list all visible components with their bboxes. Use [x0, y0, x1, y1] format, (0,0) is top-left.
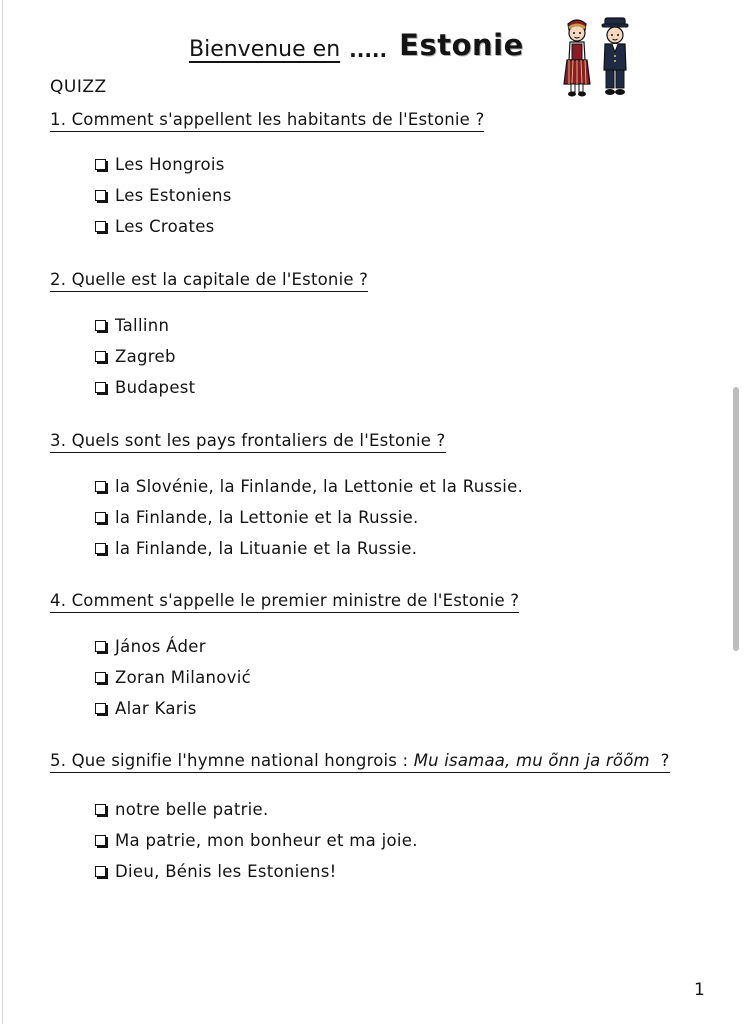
option-label: Zagreb: [115, 347, 176, 366]
question-5: [50, 751, 670, 773]
option-label: Budapest: [115, 378, 196, 397]
option-label: Zoran Milanović: [115, 668, 251, 687]
checkbox-icon[interactable]: [95, 382, 106, 393]
question-5-option-2[interactable]: [95, 831, 418, 850]
question-2-option-2[interactable]: [95, 347, 176, 366]
checkbox-icon[interactable]: [95, 481, 106, 492]
checkbox-icon[interactable]: [95, 320, 106, 331]
checkbox-icon[interactable]: [95, 703, 106, 714]
option-label: la Finlande, la Lettonie et la Russie.: [115, 508, 419, 527]
boy-figure: [602, 18, 628, 95]
question-5-text: 5. Que signifie l'hymne national hongrois :: [50, 751, 414, 770]
option-label: Tallinn: [115, 316, 170, 335]
question-3-option-2[interactable]: [95, 508, 419, 527]
header-welcome-text: Bienvenue en: [189, 37, 341, 62]
option-label: Dieu, Bénis les Estoniens!: [115, 862, 337, 881]
question-1: 1. Comment s'appellent les habitants de l'Estonie ?: [50, 110, 484, 132]
option-label: Les Croates: [115, 217, 215, 236]
girl-figure: [564, 20, 590, 97]
page-header: [189, 22, 524, 62]
option-label: Les Estoniens: [115, 186, 232, 205]
question-1-option-2[interactable]: [95, 186, 232, 205]
header-dots: .....: [349, 38, 388, 62]
estonian-children-illustration: [558, 14, 638, 100]
question-1-option-1[interactable]: [95, 155, 225, 174]
question-2: 2. Quelle est la capitale de l'Estonie ?: [50, 270, 368, 292]
checkbox-icon[interactable]: [95, 351, 106, 362]
checkbox-icon[interactable]: [95, 672, 106, 683]
question-2-option-3[interactable]: [95, 378, 195, 397]
option-label: notre belle patrie.: [115, 800, 269, 819]
checkbox-icon[interactable]: [95, 221, 106, 232]
page-edge-line: [2, 0, 3, 1024]
checkbox-icon[interactable]: [95, 543, 106, 554]
checkbox-icon[interactable]: [95, 190, 106, 201]
question-3: 3. Quels sont les pays frontaliers de l'Estonie ?: [50, 431, 446, 453]
option-label: Ma patrie, mon bonheur et ma joie.: [115, 831, 418, 850]
question-5-option-1[interactable]: [95, 800, 269, 819]
scrollbar-thumb[interactable]: [733, 387, 739, 651]
question-4-option-3[interactable]: [95, 699, 197, 718]
option-label: la Slovénie, la Finlande, la Lettonie et la Russie.: [115, 477, 524, 496]
question-2-option-1[interactable]: [95, 316, 169, 335]
question-5-end: ?: [649, 751, 670, 770]
question-3-option-3[interactable]: [95, 539, 417, 558]
checkbox-icon[interactable]: [95, 804, 106, 815]
checkbox-icon[interactable]: [95, 835, 106, 846]
question-5-option-3[interactable]: [95, 862, 337, 881]
question-1-option-3[interactable]: [95, 217, 215, 236]
question-4-option-2[interactable]: [95, 668, 251, 687]
header-country-title: Estonie: [399, 28, 524, 62]
option-label: János Áder: [115, 637, 206, 656]
page-number: 1: [694, 980, 705, 1000]
checkbox-icon[interactable]: [95, 159, 106, 170]
checkbox-icon[interactable]: [95, 512, 106, 523]
question-4: 4. Comment s'appelle le premier ministre de l'Estonie ?: [50, 591, 519, 613]
question-4-option-1[interactable]: [95, 637, 206, 656]
question-3-option-1[interactable]: [95, 477, 523, 496]
quiz-label: QUIZZ: [50, 77, 107, 97]
option-label: la Finlande, la Lituanie et la Russie.: [115, 539, 418, 558]
option-label: Alar Karis: [115, 699, 197, 718]
option-label: Les Hongrois: [115, 155, 225, 174]
question-5-anthem-title: Mu isamaa, mu õnn ja rõõm: [413, 751, 650, 770]
checkbox-icon[interactable]: [95, 641, 106, 652]
checkbox-icon[interactable]: [95, 866, 106, 877]
